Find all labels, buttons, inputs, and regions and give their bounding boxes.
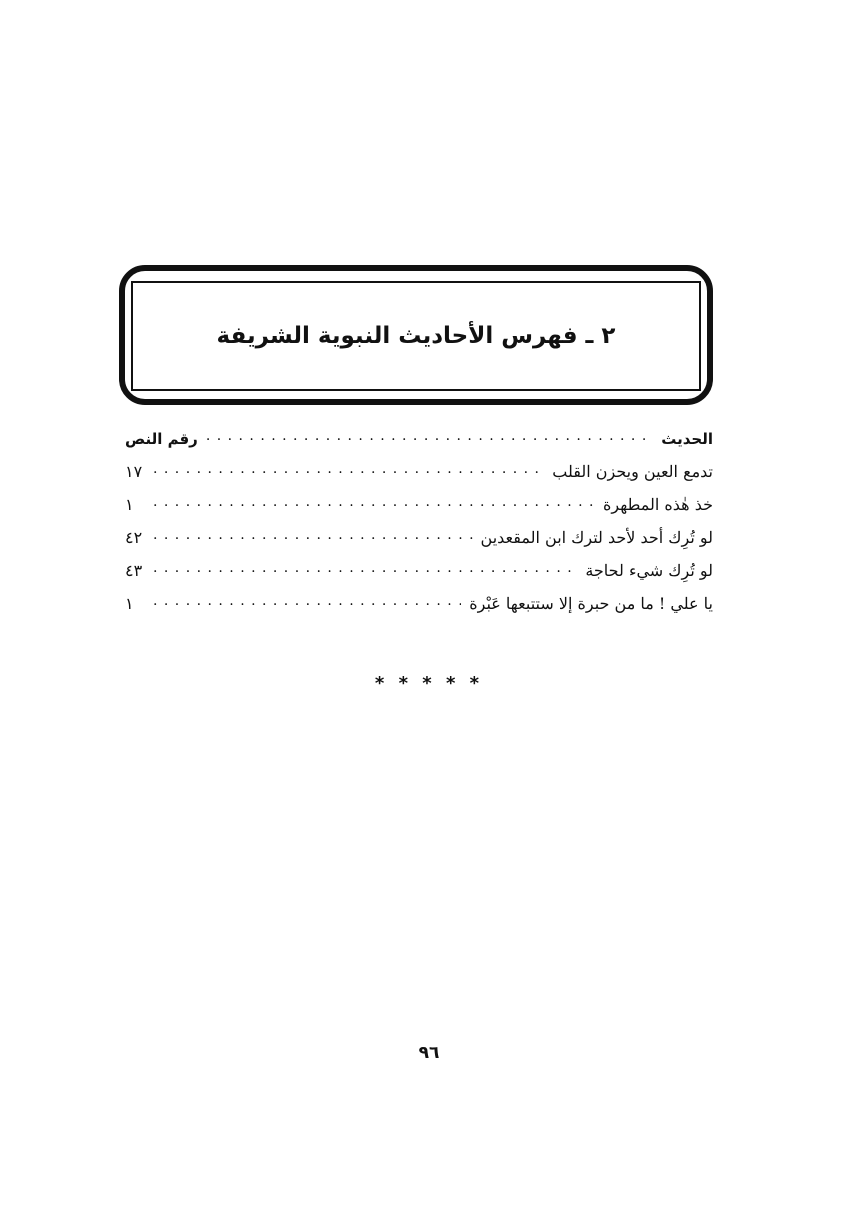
text-number: ١٧: [125, 462, 143, 481]
page-number: ٩٦: [418, 1043, 440, 1063]
hadith-index: [125, 428, 713, 626]
index-row: [125, 593, 713, 626]
dot-leader: [153, 593, 461, 609]
hadith-text: يا علي ! ما من حبرة إلا ستتبعها عَبْرة: [469, 594, 713, 613]
index-row: [125, 461, 713, 494]
dot-leader: [153, 494, 595, 510]
text-number: ٤٣: [125, 561, 143, 580]
dot-leader: [153, 527, 473, 543]
index-header-row: [125, 428, 713, 461]
section-title: ٢ ـ فهرس الأحاديث النبوية الشريفة: [216, 323, 616, 349]
dot-leader: [153, 560, 577, 576]
text-number: ١: [125, 495, 134, 514]
text-number: ٤٢: [125, 528, 143, 547]
hadith-text: خذ هٰذه المطهرة: [603, 495, 713, 514]
header-hadith-label: الحديث: [661, 430, 713, 448]
dot-leader: [153, 461, 544, 477]
hadith-text: لو تُرِك أحد لأحد لترك ابن المقعدين: [480, 528, 713, 547]
index-row: [125, 494, 713, 527]
hadith-text: تدمع العين ويحزن القلب: [552, 462, 713, 481]
index-row: [125, 560, 713, 593]
hadith-text: لو تُرِك شيء لحاجة: [585, 561, 713, 580]
index-row: [125, 527, 713, 560]
dot-leader: [206, 428, 653, 444]
text-number: ١: [125, 594, 134, 613]
section-separator-stars: * * * * *: [374, 673, 484, 694]
header-number-label: رقم النص: [125, 430, 198, 448]
